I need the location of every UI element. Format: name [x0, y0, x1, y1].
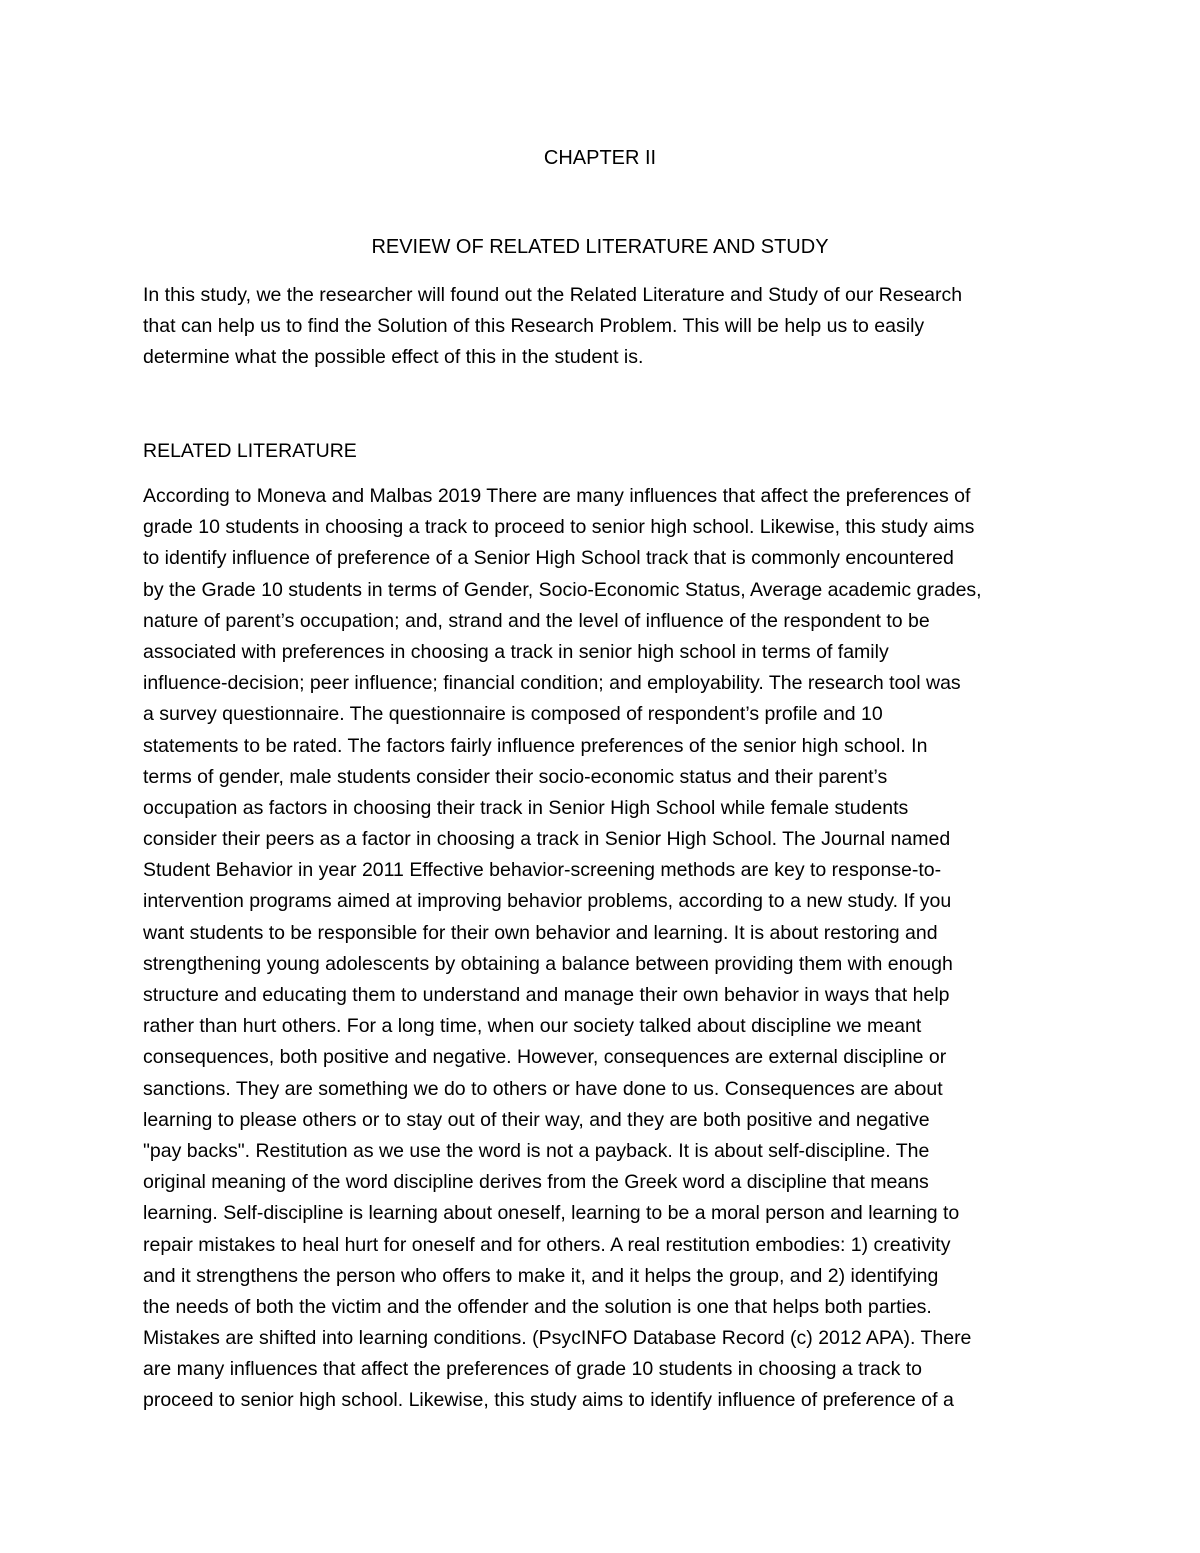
- intro-line: that can help us to find the Solution of this Research Problem. This will be help us to easily: [143, 315, 925, 338]
- literature-line: "pay backs". Restitution as we use the word is not a payback. It is about self-discipline. The: [143, 1139, 930, 1162]
- literature-line: are many influences that affect the preferences of grade 10 students in choosing a track to: [143, 1358, 923, 1381]
- literature-line: proceed to senior high school. Likewise, this study aims to identify influence of preference of a: [143, 1389, 954, 1412]
- literature-line: to identify influence of preference of a Senior High School track that is commonly encountered: [143, 547, 954, 570]
- literature-line: sanctions. They are something we do to others or have done to us. Consequences are about: [143, 1077, 943, 1100]
- literature-line: influence-decision; peer influence; financial condition; and employability. The research tool was: [143, 672, 961, 695]
- literature-paragraph: [143, 481, 1063, 1417]
- literature-line: rather than hurt others. For a long time, when our society talked about discipline we meant: [143, 1015, 922, 1038]
- literature-line: intervention programs aimed at improving behavior problems, according to a new study. If you: [143, 890, 952, 913]
- literature-line: strengthening young adolescents by obtaining a balance between providing them with enough: [143, 952, 953, 975]
- chapter-title: CHAPTER II: [543, 147, 657, 169]
- literature-line: Student Behavior in year 2011 Effective behavior-screening methods are key to response-to-: [143, 859, 942, 882]
- literature-line: grade 10 students in choosing a track to proceed to senior high school. Likewise, this study aims: [143, 516, 975, 539]
- literature-line: Mistakes are shifted into learning conditions. (PsycINFO Database Record (c) 2012 APA). There: [143, 1327, 972, 1350]
- literature-line: consequences, both positive and negative. However, consequences are external discipline or: [143, 1046, 947, 1069]
- literature-line: want students to be responsible for their own behavior and learning. It is about restoring and: [143, 921, 938, 944]
- literature-line: terms of gender, male students consider their socio-economic status and their parent’s: [143, 765, 888, 788]
- literature-line: learning to please others or to stay out of their way, and they are both positive and negative: [143, 1108, 930, 1131]
- literature-line: associated with preferences in choosing a track in senior high school in terms of family: [143, 640, 889, 663]
- intro-paragraph: [143, 280, 1063, 374]
- literature-line: occupation as factors in choosing their track in Senior High School while female students: [143, 796, 909, 819]
- literature-line: statements to be rated. The factors fairly influence preferences of the senior high school. In: [143, 734, 928, 757]
- literature-line: and it strengthens the person who offers to make it, and it helps the group, and 2) identifying: [143, 1264, 939, 1287]
- literature-line: the needs of both the victim and the offender and the solution is one that helps both parties.: [143, 1295, 932, 1318]
- literature-line: by the Grade 10 students in terms of Gender, Socio-Economic Status, Average academic grades,: [143, 578, 982, 601]
- section-title: REVIEW OF RELATED LITERATURE AND STUDY: [371, 236, 829, 258]
- literature-line: learning. Self-discipline is learning about oneself, learning to be a moral person and learning to: [143, 1202, 960, 1225]
- literature-line: original meaning of the word discipline derives from the Greek word a discipline that means: [143, 1171, 929, 1194]
- intro-line: In this study, we the researcher will found out the Related Literature and Study of our Research: [143, 284, 963, 306]
- related-literature-heading: RELATED LITERATURE: [143, 440, 357, 462]
- literature-line: structure and educating them to understand and manage their own behavior in ways that help: [143, 984, 950, 1006]
- literature-line: consider their peers as a factor in choosing a track in Senior High School. The Journal named: [143, 828, 951, 851]
- intro-line: determine what the possible effect of this in the student is.: [143, 346, 644, 369]
- literature-line: repair mistakes to heal hurt for oneself and for others. A real restitution embodies: 1) creativity: [143, 1233, 951, 1256]
- literature-line: nature of parent’s occupation; and, strand and the level of influence of the respondent to be: [143, 609, 930, 632]
- literature-line: According to Moneva and Malbas 2019 There are many influences that affect the preferences of: [143, 485, 971, 507]
- literature-line: a survey questionnaire. The questionnaire is composed of respondent’s profile and 10: [143, 703, 883, 726]
